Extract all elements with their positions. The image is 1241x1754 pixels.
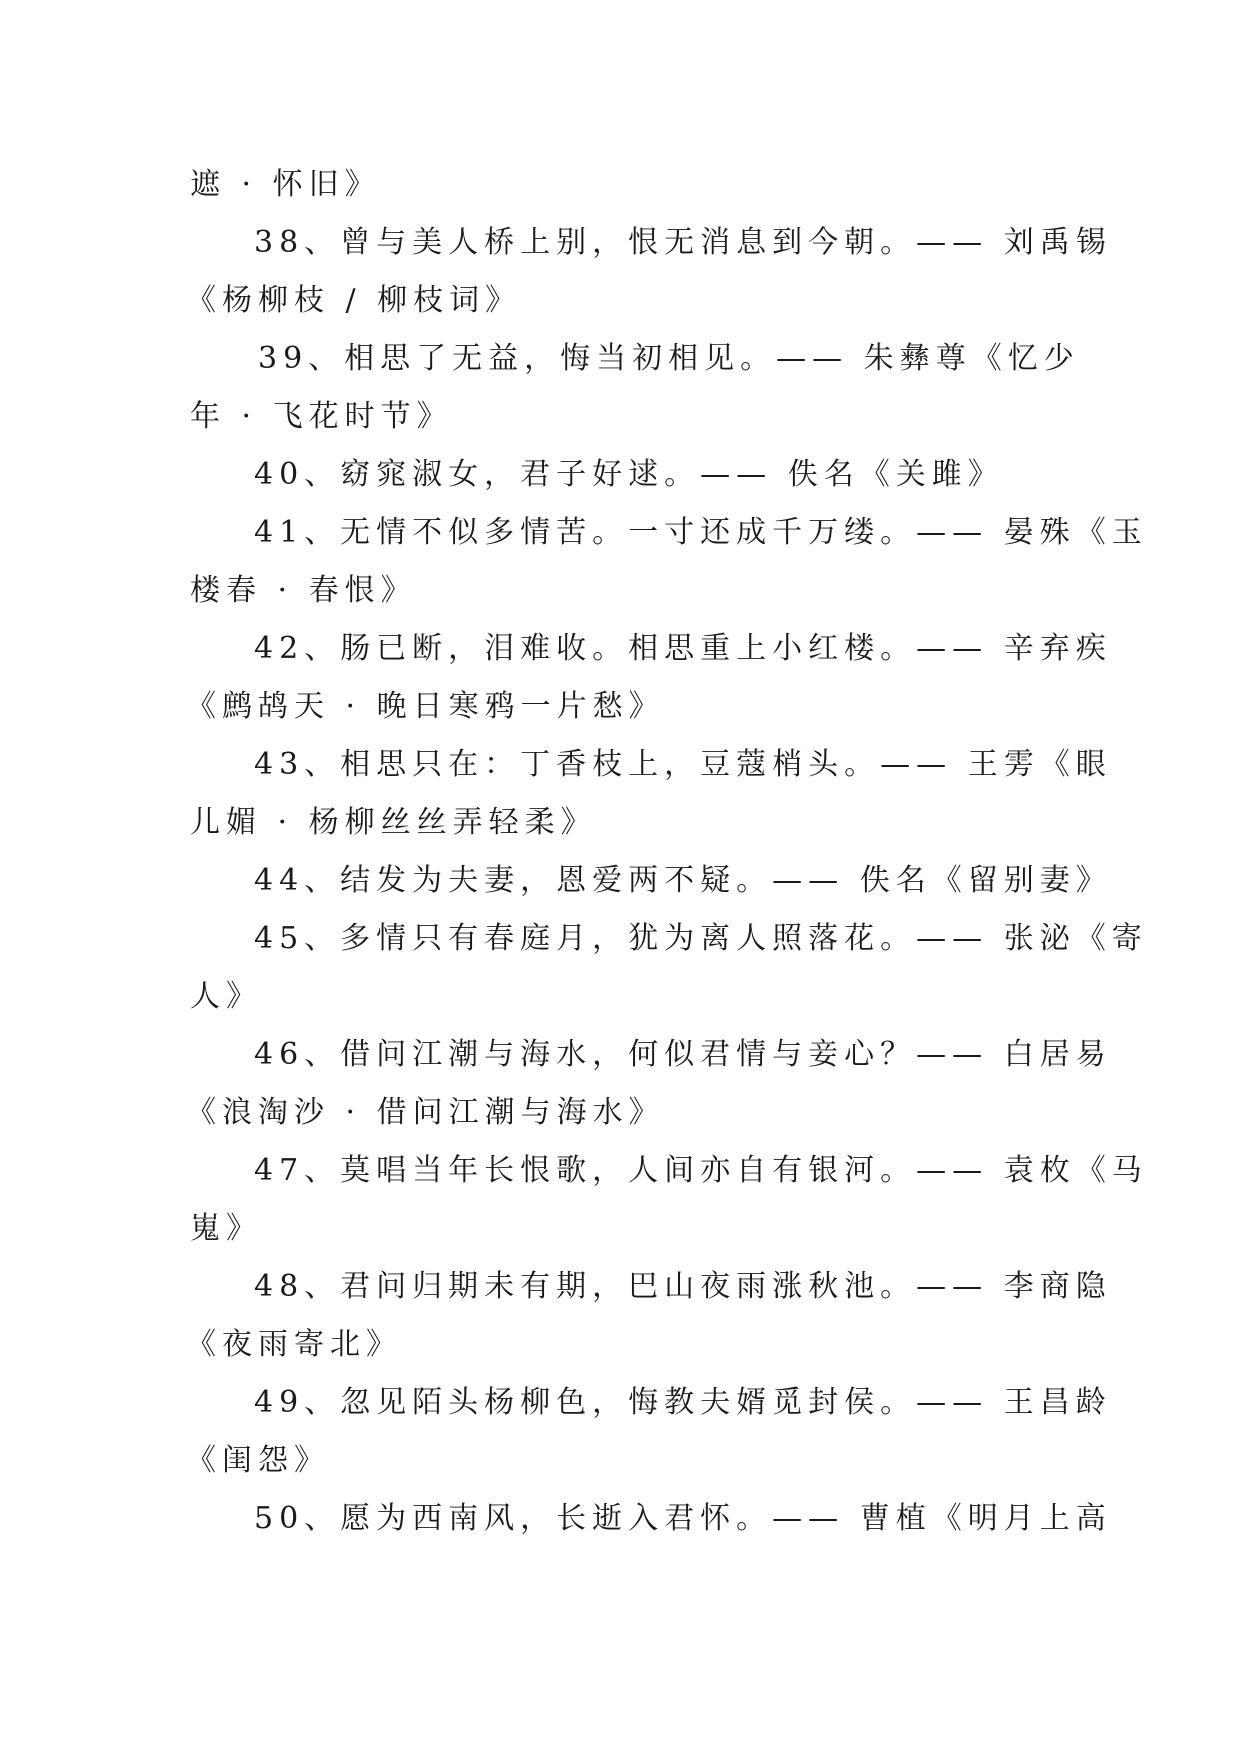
text-line: 楼春 · 春恨》 [190, 573, 417, 608]
text-line: 43、相思只在：丁香枝上，豆蔻梢头。—— 王雱《眼 [254, 747, 1112, 782]
text-line: 《杨柳枝 / 柳枝词》 [186, 283, 522, 318]
text-line: 嵬》 [190, 1211, 262, 1246]
text-line: 42、肠已断，泪难收。相思重上小红楼。—— 辛弃疾 [254, 631, 1112, 666]
text-line: 41、无情不似多情苦。一寸还成千万缕。—— 晏殊《玉 [254, 515, 1148, 550]
text-line: 49、忽见陌头杨柳色，悔教夫婿觅封侯。—— 王昌龄 [254, 1385, 1112, 1420]
text-line: 《闺怨》 [186, 1443, 330, 1478]
text-line: 《鹧鸪天 · 晚日寒鸦一片愁》 [186, 689, 665, 724]
text-line: 儿媚 · 杨柳丝丝弄轻柔》 [190, 805, 597, 840]
text-line: 46、借问江潮与海水，何似君情与妾心？—— 白居易 [254, 1037, 1112, 1072]
text-line: 《浪淘沙 · 借问江潮与海水》 [186, 1095, 665, 1130]
text-line: 年 · 飞花时节》 [190, 399, 453, 434]
text-line: 人》 [190, 979, 262, 1014]
text-line: 40、窈窕淑女，君子好逑。—— 佚名《关雎》 [254, 457, 1004, 492]
text-line: 《夜雨寄北》 [186, 1327, 402, 1362]
text-line: 38、曾与美人桥上别，恨无消息到今朝。—— 刘禹锡 [254, 225, 1112, 260]
text-line: 44、结发为夫妻，恩爱两不疑。—— 佚名《留别妻》 [254, 863, 1112, 898]
text-line: 45、多情只有春庭月，犹为离人照落花。—— 张泌《寄 [254, 921, 1148, 956]
text-line: 48、君问归期未有期，巴山夜雨涨秋池。—— 李商隐 [254, 1269, 1112, 1304]
text-line: 39、相思了无益，悔当初相见。—— 朱彝尊《忆少 [258, 341, 1080, 376]
text-line: 47、莫唱当年长恨歌，人间亦自有银河。—— 袁枚《马 [254, 1153, 1148, 1188]
text-line: 遮 · 怀旧》 [190, 167, 381, 202]
text-line: 50、愿为西南风，长逝入君怀。—— 曹植《明月上高 [254, 1501, 1112, 1536]
